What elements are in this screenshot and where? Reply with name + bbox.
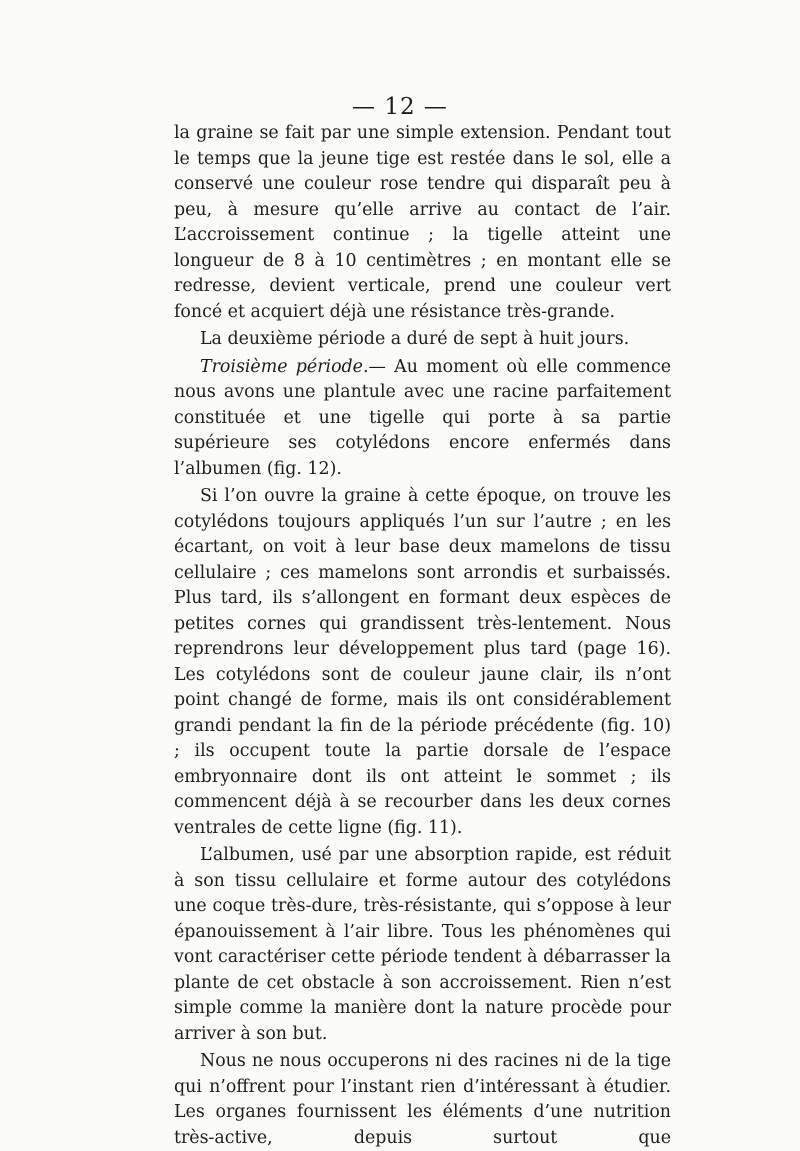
page-number: — 12 — <box>352 94 448 120</box>
paragraph-3-text: — Au moment où elle commence nous avons une plantule avec une racine parfaitement constituée et une tigelle qui porte à sa partie supérieure ses cotylédons encore enfermés dans l’albumen (fig. 12). <box>174 356 671 479</box>
paragraph-2-text: La deuxième période a duré de sept à huit jours. <box>200 329 630 349</box>
paragraph-1 <box>174 121 671 325</box>
body-text <box>174 121 671 1151</box>
paragraph-5 <box>174 843 671 1047</box>
section-heading-troisieme-periode: Troisième période. <box>200 356 369 377</box>
paragraph-4 <box>174 484 671 841</box>
paragraph-2 <box>174 327 671 353</box>
paragraph-6 <box>174 1049 671 1151</box>
paragraph-6-text: Nous ne nous occuperons ni des racines ni de la tige qui n’offrent pour l’instant rien d’intéressant à étudier. Les organes fournissent les éléments d’une nutrition très-active, depuis surtout que <box>174 1051 671 1148</box>
paragraph-4-text: Si l’on ouvre la graine à cette époque, on trouve les cotylédons toujours appliqués l’un sur l’autre ; en les écartant, on voit à leur base deux mamelons de tissu cellulaire ; ces mamelons sont arrondis et surbaissés. Plus tard, ils s’allongent en formant deux espèces de petites cornes qui grandissent très-lentement. Nous reprendrons leur développement plus tard (page 16). Les cotylédons sont de couleur jaune clair, ils n’ont point changé de forme, mais ils ont considérablement grandi pendant la fin de la période précédente (fig. 10) ; ils occupent toute la partie dorsale de l’espace embryonnaire dont ils ont atteint le sommet ; ils commencent déjà à se recourber dans les deux cornes ventrales de cette ligne (fig. 11). <box>174 486 671 838</box>
paragraph-5-text: L’albumen, usé par une absorption rapide, est réduit à son tissu cellulaire et forme autour des cotylédons une coque très-dure, très-résistante, qui s’oppose à leur épanouissement à l’air libre. Tous les phénomènes qui vont caractériser cette période tendent à débarrasser la plante de cet obstacle à son accroissement. Rien n’est simple comme la manière dont la nature procède pour arriver à son but. <box>174 845 671 1044</box>
paragraph-1-text: la graine se fait par une simple extension. Pendant tout le temps que la jeune tige est restée dans le sol, elle a conservé une couleur rose tendre qui disparaît peu à peu, à mesure qu’elle arrive au contact de l’air. L’accroissement continue ; la tigelle atteint une longueur de 8 à 10 centimètres ; en montant elle se redresse, devient verticale, prend une couleur vert foncé et acquiert déjà une résistance très-grande. <box>174 123 671 322</box>
paragraph-3 <box>174 355 671 483</box>
